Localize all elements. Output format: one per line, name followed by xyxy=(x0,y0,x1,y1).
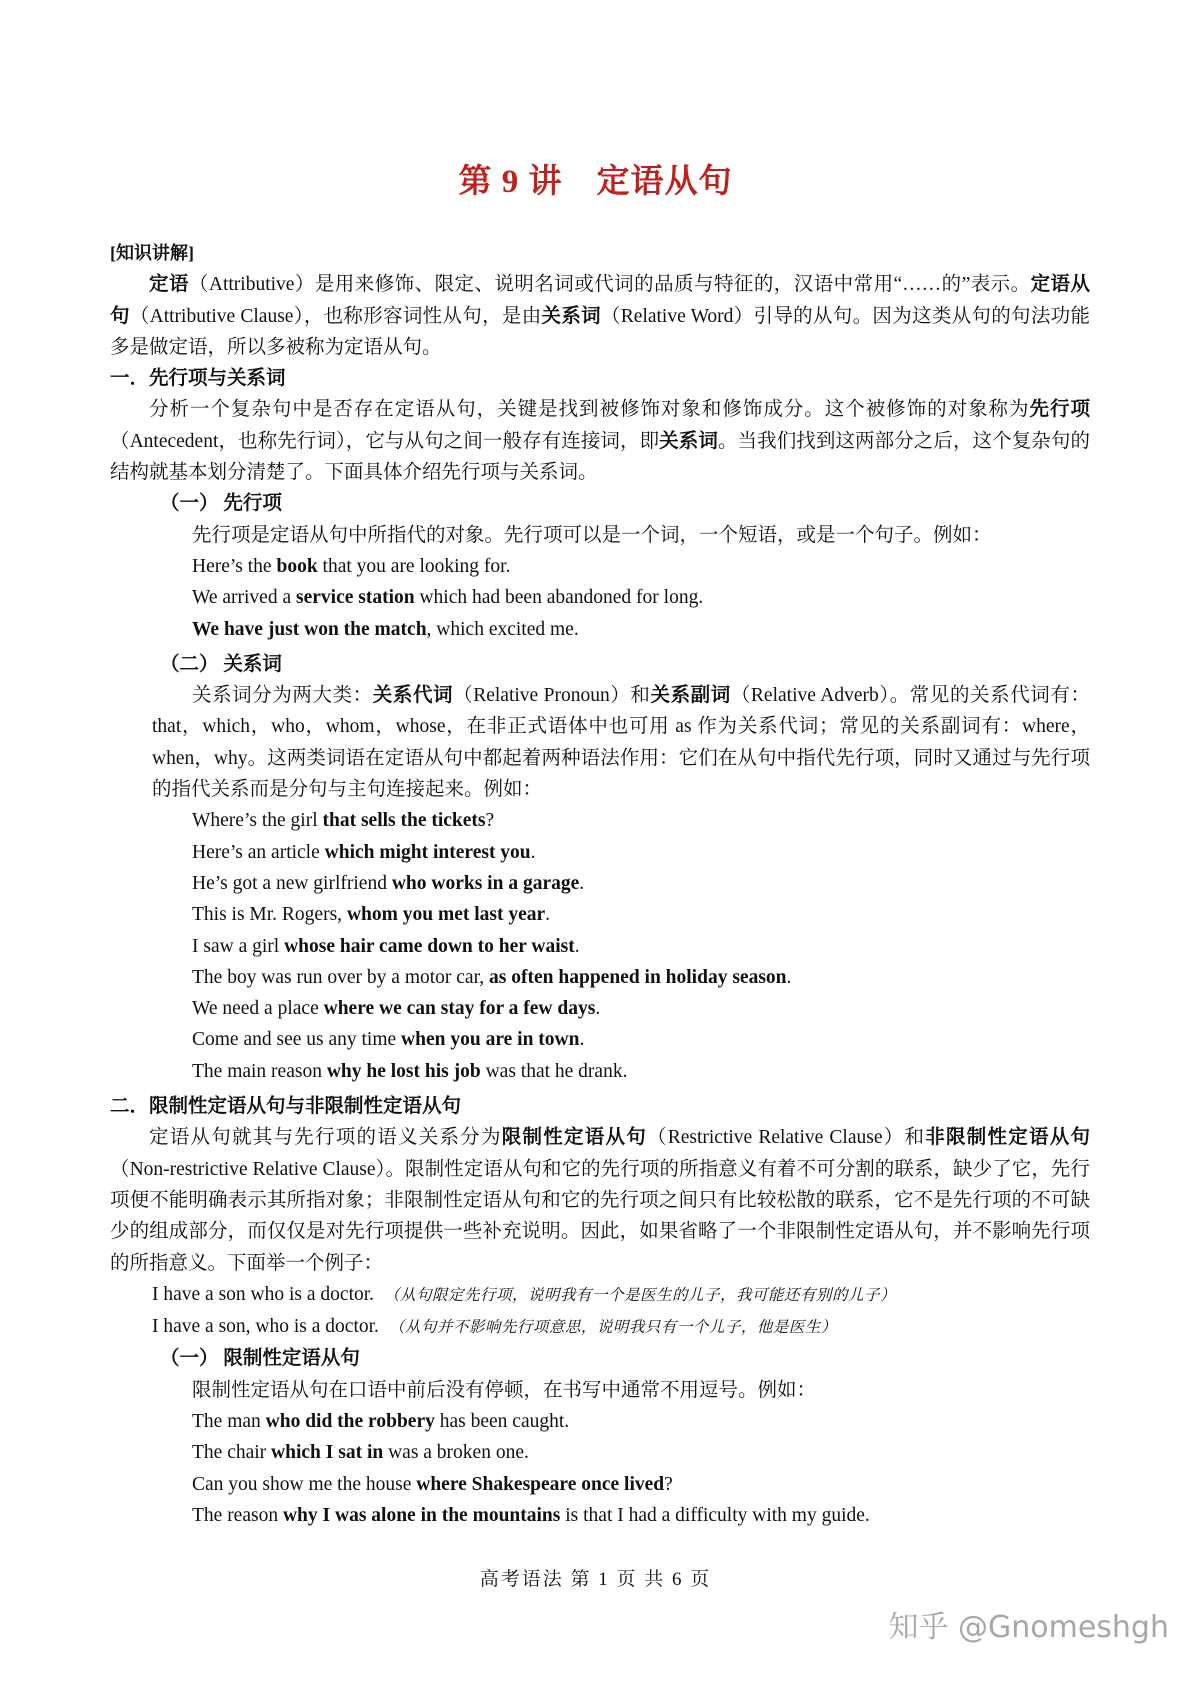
example-text: The man xyxy=(192,1410,266,1432)
example-text: has been caught. xyxy=(434,1410,570,1432)
example-text: was that he drank. xyxy=(480,1060,628,1082)
term-relative-word-2: 关系词 xyxy=(659,430,718,452)
example-sentence xyxy=(110,899,1090,930)
example-text: was a broken one. xyxy=(383,1442,529,1464)
example-text: He’s got a new girlfriend xyxy=(192,872,392,894)
s1-text-3: 。当我们找到这两部分之后，这个复杂句的结构就基本划分清楚了。下面具体介绍先行项与关系词。 xyxy=(110,430,1090,484)
term-restrictive: 限制性定语从句 xyxy=(501,1127,647,1149)
example-sentence xyxy=(110,1406,1090,1437)
subsection-restrictive-heading: （一） 限制性定语从句 xyxy=(160,1348,360,1370)
example-sentence xyxy=(110,1024,1090,1055)
example-bold: where Shakespeare once lived xyxy=(416,1473,665,1495)
lecture-number: 第 9 讲 xyxy=(458,164,563,200)
example-text: . xyxy=(545,904,551,926)
example-sentence xyxy=(110,931,1090,962)
page-footer: 高考语法 第 1 页 共 6 页 xyxy=(479,1569,712,1590)
example-sentence xyxy=(110,993,1090,1024)
example-text: I saw a girl xyxy=(192,935,285,957)
term-attributive-clause: 定语从句 xyxy=(110,274,1090,327)
example-bold: who did the robbery xyxy=(265,1410,435,1432)
example-text: Here’s the xyxy=(192,555,277,577)
section-1-paragraph xyxy=(110,394,1090,488)
example-text: We need a place xyxy=(192,998,324,1020)
example-text: , which excited me. xyxy=(426,618,579,640)
comparison-sentence: I have a son who is a doctor. xyxy=(152,1283,375,1305)
example-bold: when you are in town xyxy=(401,1029,580,1051)
example-text: . xyxy=(574,935,580,957)
example-bold: book xyxy=(276,555,318,577)
example-bold: whom you met last year xyxy=(346,904,546,926)
example-sentence xyxy=(110,962,1090,993)
term-relative-adverb: 关系副词 xyxy=(650,685,731,707)
example-bold: We have just won the match xyxy=(192,618,427,640)
rw-text-1: 关系词分为两大类： xyxy=(192,685,373,707)
lecture-title xyxy=(0,155,1191,202)
example-bold: which might interest you xyxy=(324,841,531,863)
example-text: Where’s the girl xyxy=(192,810,323,832)
lecture-topic: 定语从句 xyxy=(596,164,733,200)
s2-text-1: 定语从句就其与先行项的语义关系分为 xyxy=(149,1127,502,1149)
term-attributive: 定语 xyxy=(149,274,189,296)
example-text: . xyxy=(595,998,601,1020)
section-2-paragraph xyxy=(110,1122,1090,1278)
example-text: . xyxy=(530,841,536,863)
example-sentence xyxy=(110,582,1090,613)
example-bold: that sells the tickets xyxy=(322,810,486,832)
example-text: is that I had a difficulty with my guide. xyxy=(560,1504,870,1526)
subsection-relative-word-heading: （二） 关系词 xyxy=(160,653,282,675)
example-text: We arrived a xyxy=(192,587,296,609)
example-bold: why I was alone in the mountains xyxy=(282,1504,561,1526)
example-text: ? xyxy=(664,1473,673,1495)
example-bold: whose hair came down to her waist xyxy=(284,935,575,957)
rw-text-3: （Relative Adverb）。常见的关系代词有：that，which，who，whom，whose，在非正式语体中也可用 as 作为关系代词；常见的关系副词有：where，when，why。这两类词语在定语从句中都起着两种语法作用：它们在从句中指代先行项，同时又通过与先行项的指代关系而是分句与主句连接起来。例如： xyxy=(152,685,1090,801)
example-bold: service station xyxy=(296,587,415,609)
example-sentence xyxy=(110,837,1090,868)
example-text: The boy was run over by a motor car, xyxy=(192,966,490,988)
example-text: that you are looking for. xyxy=(317,555,511,577)
example-text: The main reason xyxy=(192,1060,327,1082)
example-sentence xyxy=(110,1437,1090,1468)
example-sentence xyxy=(110,551,1090,582)
example-sentence xyxy=(110,868,1090,899)
example-text: The chair xyxy=(192,1442,272,1464)
example-text: . xyxy=(786,966,792,988)
comparison-sentence: I have a son, who is a doctor. xyxy=(152,1316,379,1338)
section-tag: [知识讲解] xyxy=(110,243,194,263)
antecedent-description: 先行项是定语从句中所指代的对象。先行项可以是一个词，一个短语，或是一个句子。例如： xyxy=(192,524,992,546)
example-text: . xyxy=(579,1029,585,1051)
s2-text-2: （Restrictive Relative Clause）和 xyxy=(646,1127,926,1149)
example-bold: who works in a garage xyxy=(391,872,580,894)
comparison-example xyxy=(110,1279,1090,1311)
example-bold: where we can stay for a few days xyxy=(323,998,596,1020)
term-antecedent: 先行项 xyxy=(1029,399,1090,421)
watermark: 知乎 @Gnomeshgh xyxy=(888,1610,1169,1645)
example-text: Can you show me the house xyxy=(192,1473,417,1495)
example-text: The reason xyxy=(192,1504,283,1526)
example-text: which had been abandoned for long. xyxy=(414,587,704,609)
example-text: Here’s an article xyxy=(192,841,325,863)
s1-text-2: （Antecedent，也称先行词），它与从句之间一般存有连接词，即 xyxy=(110,430,660,452)
s1-text-1: 分析一个复杂句中是否存在定语从句，关键是找到被修饰对象和修饰成分。这个被修饰的对象称为 xyxy=(149,399,1030,421)
example-text: This is Mr. Rogers, xyxy=(192,904,347,926)
intro-text-1: （Attributive）是用来修饰、限定、说明名词或代词的品质与特征的，汉语中常用“……的”表示。 xyxy=(188,274,1031,296)
example-text: Come and see us any time xyxy=(192,1029,402,1051)
term-non-restrictive: 非限制性定语从句 xyxy=(925,1127,1090,1149)
term-relative-word: 关系词 xyxy=(541,305,601,327)
example-bold: why he lost his job xyxy=(326,1060,481,1082)
intro-text-3: （Relative Word）引导的从句。因为这类从句的句法功能多是做定语，所以多被称为定语从句。 xyxy=(110,305,1090,358)
intro-paragraph xyxy=(110,269,1090,363)
relative-word-paragraph xyxy=(110,680,1090,805)
example-text: . xyxy=(579,872,585,894)
example-bold: which I sat in xyxy=(271,1442,384,1464)
example-sentence xyxy=(110,1500,1090,1531)
example-sentence xyxy=(110,614,1090,645)
section-1-heading: 一．先行项与关系词 xyxy=(110,368,286,390)
intro-text-2: （Attributive Clause），也称形容词性从句，是由 xyxy=(129,305,542,327)
rw-text-2: （Relative Pronoun）和 xyxy=(453,685,651,707)
section-2-heading: 二．限制性定语从句与非限制性定语从句 xyxy=(110,1096,462,1118)
subsection-antecedent-heading: （一） 先行项 xyxy=(160,493,282,515)
restrictive-description: 限制性定语从句在口语中前后没有停顿，在书写中通常不用逗号。例如： xyxy=(192,1379,817,1401)
document-body xyxy=(110,238,1090,1531)
s2-text-3: （Non-restrictive Relative Clause）。限制性定语从句和它的先行项的所指意义有着不可分割的联系，缺少了它，先行项便不能明确表示其所指对象；非限制性定语从句和它的先行项之间只有比较松散的联系，它不是先行项的不可缺少的组成部分，而仅仅是对先行项提供一些补充说明。因此，如果省略了一个非限制性定语从句，并不影响先行项的所指意义。下面举一个例子： xyxy=(110,1158,1090,1274)
comparison-example xyxy=(110,1311,1090,1343)
example-sentence xyxy=(110,805,1090,836)
example-sentence xyxy=(110,1056,1090,1087)
comparison-note: （从句并不影响先行项意思，说明我只有一个儿子，他是医生） xyxy=(388,1319,837,1337)
example-sentence xyxy=(110,1469,1090,1500)
comparison-note: （从句限定先行项，说明我有一个是医生的儿子，我可能还有别的儿子） xyxy=(384,1286,897,1304)
term-relative-pronoun: 关系代词 xyxy=(372,685,454,707)
example-bold: as often happened in holiday season xyxy=(489,966,787,988)
example-text: ? xyxy=(485,810,495,832)
